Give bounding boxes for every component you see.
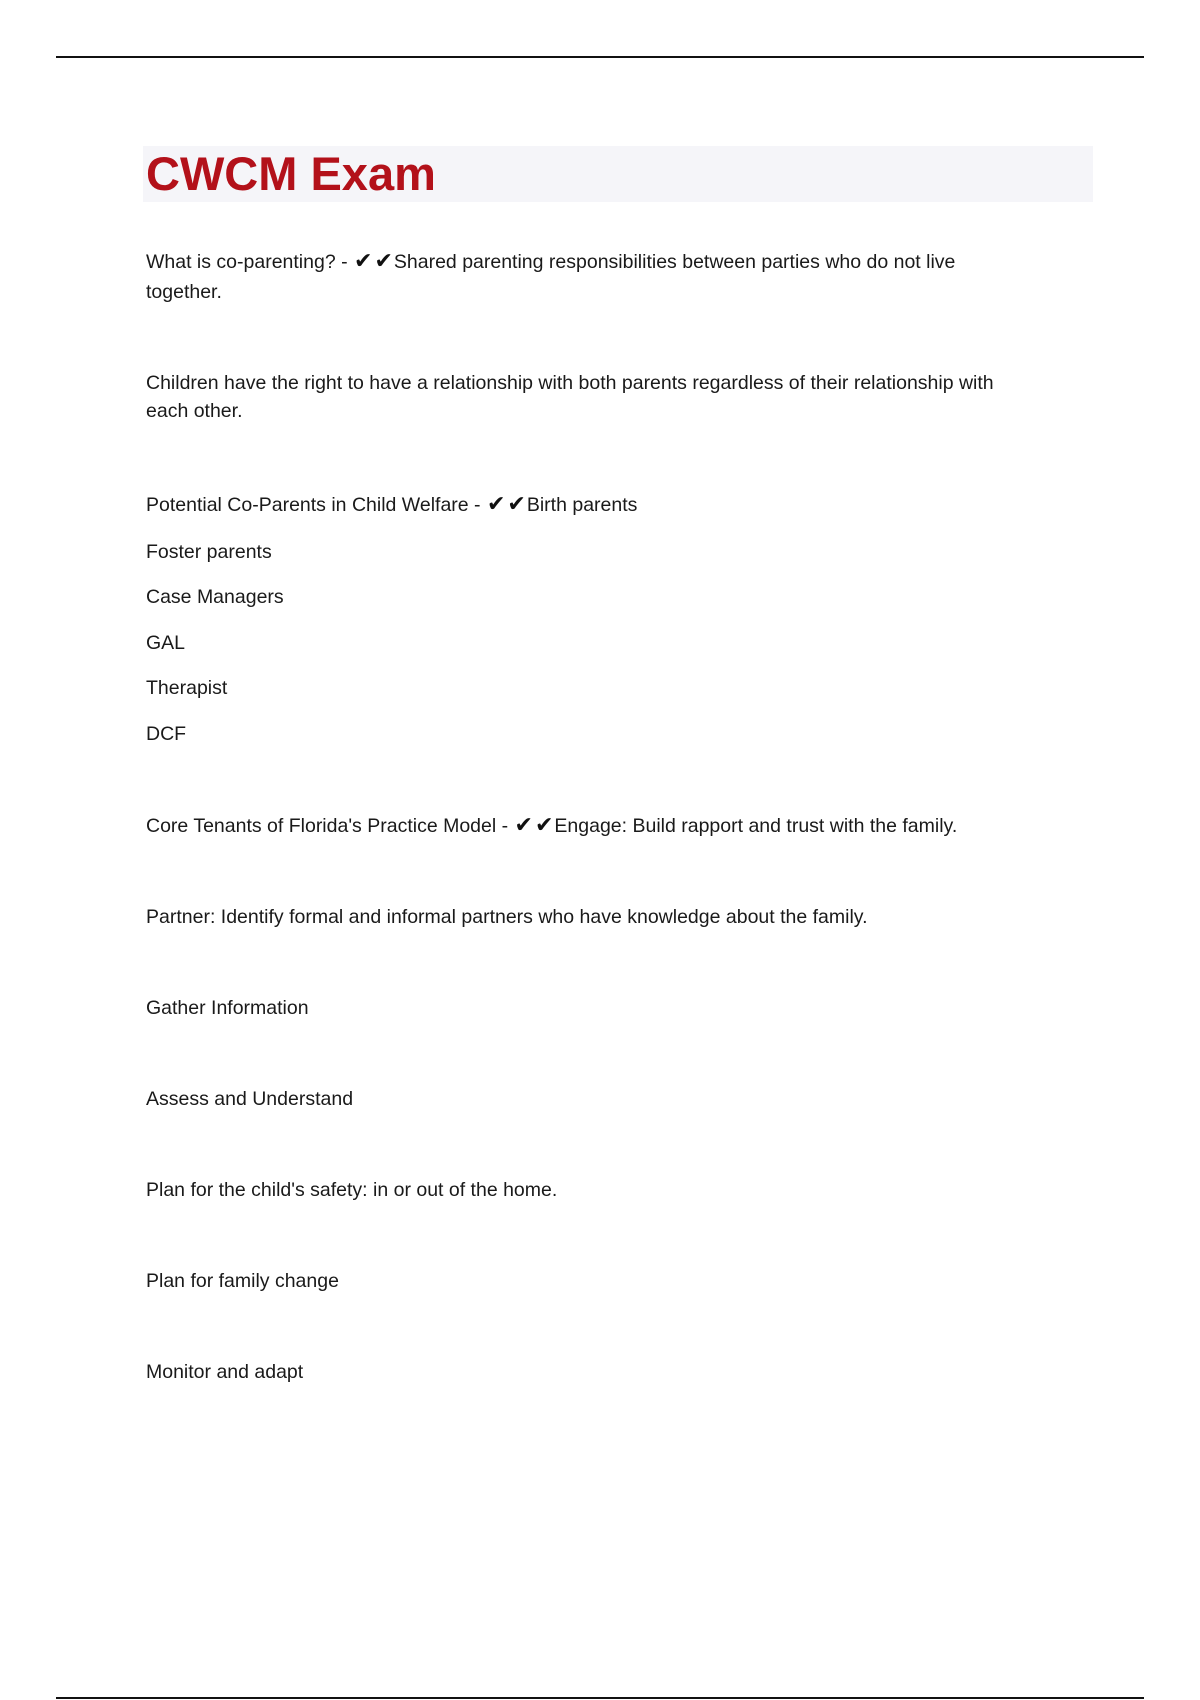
paragraph-line: each other. bbox=[146, 400, 243, 422]
list-item: Plan for the child's safety: in or out of the home. bbox=[146, 1179, 558, 1201]
check-icon: ✔ bbox=[507, 492, 526, 517]
qa-row-3 bbox=[146, 811, 957, 841]
qa-row-1 bbox=[146, 247, 955, 277]
bottom-rule bbox=[56, 1697, 1144, 1699]
list-item: Foster parents bbox=[146, 541, 272, 563]
list-item: Case Managers bbox=[146, 586, 284, 608]
answer-text: Shared parenting responsibilities between parties who do not live bbox=[393, 251, 956, 273]
list-item: Monitor and adapt bbox=[146, 1361, 304, 1383]
paragraph-line: Children have the right to have a relationship with both parents regardless of their relationship with bbox=[146, 372, 994, 394]
list-item: Partner: Identify formal and informal partners who have knowledge about the family. bbox=[146, 906, 868, 928]
question-text: What is co-parenting? - bbox=[146, 251, 348, 273]
list-item: Therapist bbox=[146, 677, 228, 699]
question-text: Potential Co-Parents in Child Welfare - bbox=[146, 494, 481, 516]
qa-row-2 bbox=[146, 490, 637, 520]
check-icon: ✔ bbox=[534, 813, 554, 838]
check-icon: ✔ bbox=[374, 249, 393, 274]
check-icon: ✔ bbox=[514, 813, 533, 838]
list-item: DCF bbox=[146, 723, 187, 745]
top-rule bbox=[56, 56, 1144, 58]
list-item: GAL bbox=[146, 632, 186, 654]
answer-continuation: together. bbox=[146, 281, 222, 303]
list-item: Plan for family change bbox=[146, 1270, 339, 1292]
answer-text: Birth parents bbox=[526, 494, 638, 516]
question-text: Core Tenants of Florida's Practice Model - bbox=[146, 815, 509, 837]
list-item: Gather Information bbox=[146, 997, 309, 1019]
list-item: Assess and Understand bbox=[146, 1088, 354, 1110]
page-title: CWCM Exam bbox=[146, 147, 436, 200]
check-icon: ✔ bbox=[354, 249, 373, 274]
check-icon: ✔ bbox=[486, 492, 506, 517]
answer-text: Engage: Build rapport and trust with the family. bbox=[554, 815, 958, 837]
